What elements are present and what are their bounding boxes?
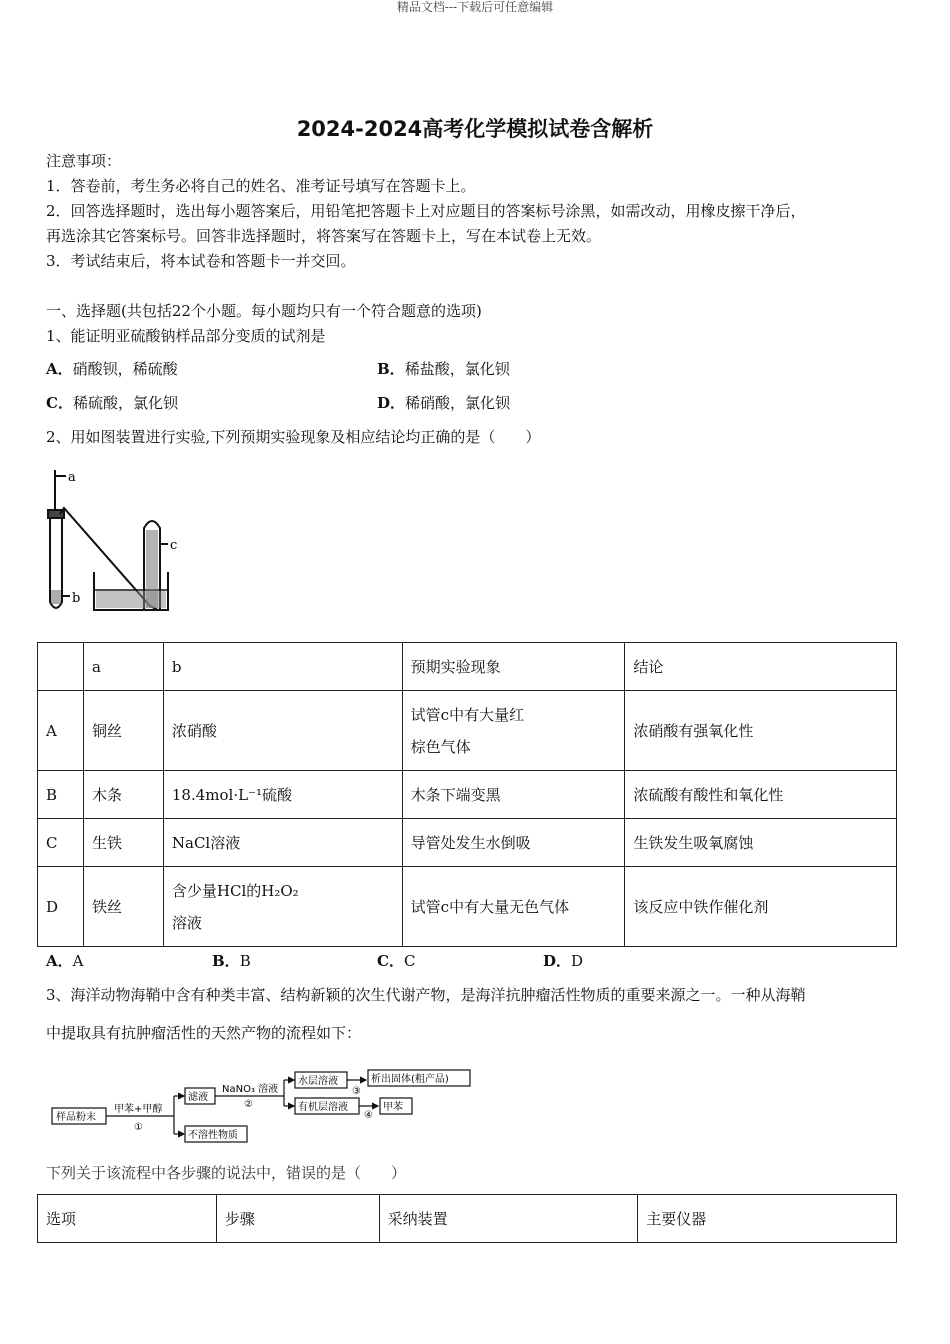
apparatus-figure: [40, 462, 190, 620]
header-cell: a: [83, 643, 163, 691]
header-cell: 结论: [625, 643, 897, 691]
q1-option-d: D．稀硝酸，氯化钡: [377, 394, 511, 412]
cell-phenomenon: 试管c中有大量无色气体: [402, 867, 625, 947]
q2-table: [37, 642, 897, 947]
header-cell: [38, 643, 84, 691]
header-cell: 采纳装置: [379, 1195, 638, 1243]
question-3-stem-cont: 中提取具有抗肿瘤活性的天然产物的流程如下：: [46, 1024, 362, 1042]
row-key: C: [38, 819, 84, 867]
header-cell: 预期实验现象: [402, 643, 625, 691]
q2-answer-c: C．C: [377, 952, 416, 970]
q2-answer-b: B．B: [212, 952, 251, 970]
q1-option-c: C．稀硫酸，氯化钡: [46, 394, 178, 412]
cell-a: 生铁: [83, 819, 163, 867]
table-header-row: [38, 643, 897, 691]
header-cell: 步骤: [216, 1195, 379, 1243]
header-cell: b: [163, 643, 402, 691]
cell-phenomenon: 木条下端变黑: [402, 771, 625, 819]
flow-step4: ④: [364, 1110, 373, 1121]
cell-a: 木条: [83, 771, 163, 819]
cell-conclusion: 该反应中铁作催化剂: [625, 867, 897, 947]
cell-conclusion: 浓硫酸有酸性和氧化性: [625, 771, 897, 819]
page-header: 精品文档---下载后可任意编辑: [396, 0, 554, 14]
row-key: D: [38, 867, 84, 947]
header-cell: 主要仪器: [638, 1195, 897, 1243]
flow-filtrate: 滤液: [188, 1092, 208, 1103]
header-cell: 选项: [38, 1195, 217, 1243]
flow-organic: 有机层溶液: [298, 1102, 348, 1113]
cell-a: 铜丝: [83, 691, 163, 771]
flow-aqueous: 水层溶液: [298, 1076, 338, 1087]
label-c: c: [170, 538, 178, 553]
notice-item: 3．考试结束后，将本试卷和答题卡一并交回。: [46, 252, 356, 270]
q3-table: [37, 1194, 897, 1243]
table-row: [38, 691, 897, 771]
flow-toluene: 甲苯: [383, 1102, 403, 1113]
q2-answer-a: A．A: [46, 952, 84, 970]
table-row: [38, 867, 897, 947]
flow-solid: 析出固体(粗产品): [371, 1074, 449, 1085]
table-row: [38, 819, 897, 867]
flow-chart: [48, 1060, 488, 1146]
question-3-prompt: 下列关于该流程中各步骤的说法中，错误的是（ ）: [46, 1164, 407, 1182]
table-row: [38, 771, 897, 819]
label-b: b: [72, 591, 81, 606]
cell-b: NaCl溶液: [163, 819, 402, 867]
notice-item: 2．回答选择题时，选出每小题答案后，用铅笔把答题卡上对应题目的答案标号涂黑，如需改动，用橡皮擦干净后，: [46, 202, 806, 220]
label-a: a: [68, 470, 76, 485]
question-3-stem: 3、海洋动物海鞘中含有种类丰富、结构新颖的次生代谢产物，是海洋抗肿瘤活性物质的重要来源之一。一种从海鞘: [46, 986, 806, 1004]
cell-phenomenon: 导管处发生水倒吸: [402, 819, 625, 867]
flow-step3: ③: [352, 1086, 361, 1097]
flow-insoluble: 不溶性物质: [188, 1130, 238, 1141]
cell-b: 18.4mol·L⁻¹硫酸: [163, 771, 402, 819]
notice-heading: 注意事项：: [46, 152, 122, 170]
notice-item: 1．答卷前，考生务必将自己的姓名、准考证号填写在答题卡上。: [46, 177, 476, 195]
cell-a: 铁丝: [83, 867, 163, 947]
cell-b: 含少量HCl的H₂O₂ 溶液: [163, 867, 402, 947]
q2-answer-d: D．D: [543, 952, 584, 970]
q1-option-a: A．硝酸钡，稀硫酸: [46, 360, 178, 378]
question-1-stem: 1、能证明亚硫酸钠样品部分变质的试剂是: [46, 327, 326, 345]
flow-reagent1: 甲苯+甲醇: [114, 1104, 163, 1115]
q1-option-b: B．稀盐酸，氯化钡: [377, 360, 510, 378]
cell-b: 浓硝酸: [163, 691, 402, 771]
flow-reagent2: NaNO₃ 溶液: [222, 1084, 279, 1095]
notice-item: 再选涂其它答案标号。回答非选择题时，将答案写在答题卡上，写在本试卷上无效。: [46, 227, 602, 245]
page-title: 2024-2024高考化学模拟试卷含解析: [296, 117, 654, 141]
flow-sample: 样品粉末: [56, 1112, 96, 1123]
section-heading: 一、选择题(共包括22个小题。每小题均只有一个符合题意的选项): [46, 302, 482, 320]
table-header-row: [38, 1195, 897, 1243]
cell-conclusion: 生铁发生吸氧腐蚀: [625, 819, 897, 867]
question-2-stem: 2、用如图装置进行实验,下列预期实验现象及相应结论均正确的是（ ）: [46, 428, 541, 446]
row-key: A: [38, 691, 84, 771]
flow-step2: ②: [244, 1099, 253, 1110]
cell-conclusion: 浓硝酸有强氧化性: [625, 691, 897, 771]
cell-phenomenon: 试管c中有大量红 棕色气体: [402, 691, 625, 771]
flow-step1: ①: [134, 1122, 143, 1133]
row-key: B: [38, 771, 84, 819]
